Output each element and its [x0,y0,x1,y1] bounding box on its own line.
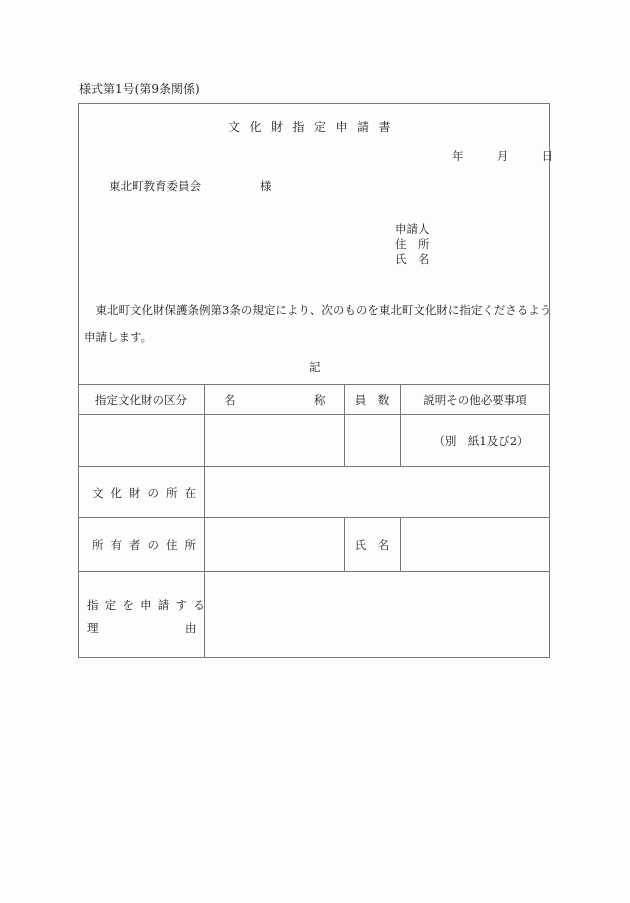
location-field[interactable] [204,467,550,518]
owner-name-field[interactable] [400,518,550,572]
owner-address-label: 所有者の住所 [92,538,203,552]
year-label: 年 [452,149,464,163]
day-label: 日 [541,149,554,163]
applicant-block [395,222,430,267]
form-title: 文化財指定申請書 [228,120,401,134]
header-count: 員 数 [354,393,390,407]
reason-label-line2a: 理 [87,621,99,635]
owner-address-field[interactable] [204,518,344,572]
addressee: 東北町教育委員会 [109,179,201,193]
count-field[interactable] [344,415,400,467]
applicant-address-label: 住 所 [395,237,430,251]
applicant-name-label: 氏 名 [395,252,430,266]
month-label: 月 [496,149,509,163]
header-name: 名 [224,393,236,407]
honorific: 様 [260,179,272,193]
applicant-label: 申請人 [395,222,430,236]
date-line [452,148,553,164]
form-number: 様式第1号(第9条関係) [79,82,200,96]
name-field[interactable] [204,415,344,467]
notes-field: （別 紙1及び2） [433,434,529,448]
ki-heading: 記 [309,360,321,374]
reason-field[interactable] [204,572,550,658]
request-statement: 東北町文化財保護条例第3条の規定により、次のものを東北町文化財に指定くださるよう申請します。 [84,303,552,344]
owner-name-label: 氏 名 [354,538,390,552]
reason-label-line1: 指定を申請する [87,598,211,612]
reason-label-line2b: 由 [185,621,197,635]
header-category: 指定文化財の区分 [95,393,187,407]
header-notes: 説明その他必要事項 [423,393,527,407]
header-name-2: 称 [314,393,326,407]
category-field[interactable] [78,415,204,467]
location-label: 文化財の所在 [92,485,203,500]
